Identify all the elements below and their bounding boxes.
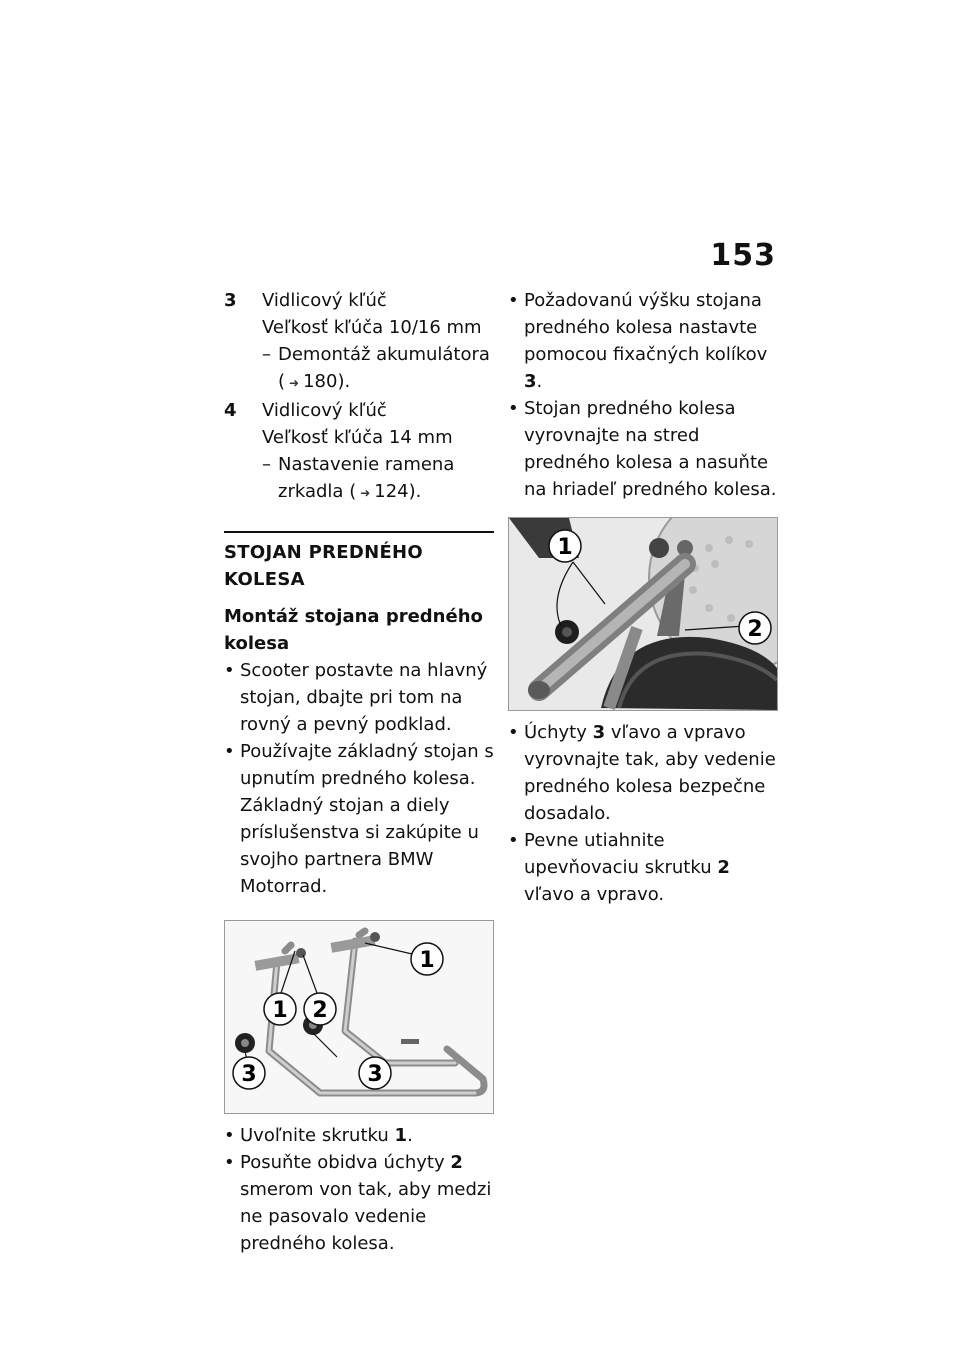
tool-body bbox=[262, 397, 494, 507]
tool-size: Veľkosť kľúča 10/16 mm bbox=[262, 317, 482, 338]
list-item: • Posuňte obidva úchyty 2 smerom von tak, aby medzi ne pasovalo vedenie predného kolesa. bbox=[224, 1149, 494, 1257]
svg-text:2: 2 bbox=[747, 617, 763, 642]
tool-number: 3 bbox=[224, 290, 237, 311]
list-item-text: Scooter postavte na hlavný stojan, dbajte pri tom na rovný a pevný podklad. bbox=[240, 660, 488, 735]
tool-number: 4 bbox=[224, 400, 237, 421]
svg-text:1: 1 bbox=[272, 998, 288, 1023]
tool-entry bbox=[224, 287, 494, 397]
svg-text:1: 1 bbox=[419, 948, 435, 973]
page-reference[interactable]: ( ➜ 180). bbox=[278, 371, 351, 392]
svg-text:2: 2 bbox=[312, 998, 328, 1023]
callout bbox=[359, 1057, 391, 1089]
page-reference[interactable]: ( ➜ 124). bbox=[349, 481, 422, 502]
arrow-right-icon: ➜ bbox=[289, 376, 300, 390]
subsection-title: Montáž stojana predného kolesa bbox=[224, 606, 483, 654]
dash-marker: – bbox=[262, 454, 271, 475]
bullet-marker: • bbox=[508, 398, 519, 419]
callout bbox=[264, 993, 296, 1025]
tool-name: Vidlicový kľúč bbox=[262, 290, 387, 311]
list-item-text: Používajte základný stojan s upnutím predného kolesa. Základný stojan a diely príslušenstva si zakúpite u svojho partnera BMW Motorrad. bbox=[240, 741, 494, 897]
tool-name: Vidlicový kľúč bbox=[262, 400, 387, 421]
dash-marker: – bbox=[262, 344, 271, 365]
stand-drawing bbox=[225, 921, 493, 1113]
tool-body bbox=[262, 287, 494, 397]
callout bbox=[304, 993, 336, 1025]
bullet-marker: • bbox=[508, 830, 519, 851]
svg-text:3: 3 bbox=[241, 1062, 257, 1087]
svg-text:3: 3 bbox=[367, 1062, 383, 1087]
wheel-mount-illustration bbox=[508, 517, 778, 711]
list-item bbox=[224, 657, 494, 738]
callout bbox=[549, 530, 581, 562]
left-column bbox=[224, 287, 494, 1257]
page-number: 153 bbox=[710, 238, 776, 273]
tool-use-text: Nastavenie ramena bbox=[278, 454, 455, 475]
bullet-marker: • bbox=[224, 1152, 235, 1173]
arrow-right-icon: ➜ bbox=[360, 486, 371, 500]
svg-text:1: 1 bbox=[557, 535, 573, 560]
callout bbox=[739, 612, 771, 644]
callout bbox=[233, 1057, 265, 1089]
tool-entry bbox=[224, 397, 494, 507]
tool-use-text: Demontáž akumulátora bbox=[278, 344, 490, 365]
tool-use bbox=[262, 451, 494, 507]
bullet-marker: • bbox=[224, 741, 235, 762]
list-item bbox=[224, 738, 494, 900]
list-item: • Úchyty 3 vľavo a vpravo vyrovnajte tak, aby vedenie predného kolesa bezpečne dosadalo. bbox=[508, 719, 778, 827]
bullet-marker: • bbox=[508, 290, 519, 311]
bullet-marker: • bbox=[224, 660, 235, 681]
list-item: • Uvoľnite skrutku 1. bbox=[224, 1122, 494, 1149]
list-item: • Požadovanú výšku stojana predného kolesa nastavte pomocou fixačných kolíkov 3. bbox=[508, 287, 778, 395]
tool-use-text-2: zrkadla bbox=[278, 481, 344, 502]
list-item: • Pevne utiahnite upevňovaciu skrutku 2 vľavo a vpravo. bbox=[508, 827, 778, 908]
tool-size: Veľkosť kľúča 14 mm bbox=[262, 427, 453, 448]
stand-illustration bbox=[224, 920, 494, 1114]
list-item: • Stojan predného kolesa vyrovnajte na stred predného kolesa a nasuňte na hriadeľ predného kolesa. bbox=[508, 395, 778, 503]
tool-use bbox=[262, 341, 494, 397]
callout bbox=[411, 943, 443, 975]
right-column bbox=[508, 287, 778, 908]
bullet-marker: • bbox=[508, 722, 519, 743]
section-title: STOJAN PREDNÉHO KOLESA bbox=[224, 531, 494, 593]
wheel-mount-drawing bbox=[509, 518, 777, 710]
bullet-marker: • bbox=[224, 1125, 235, 1146]
